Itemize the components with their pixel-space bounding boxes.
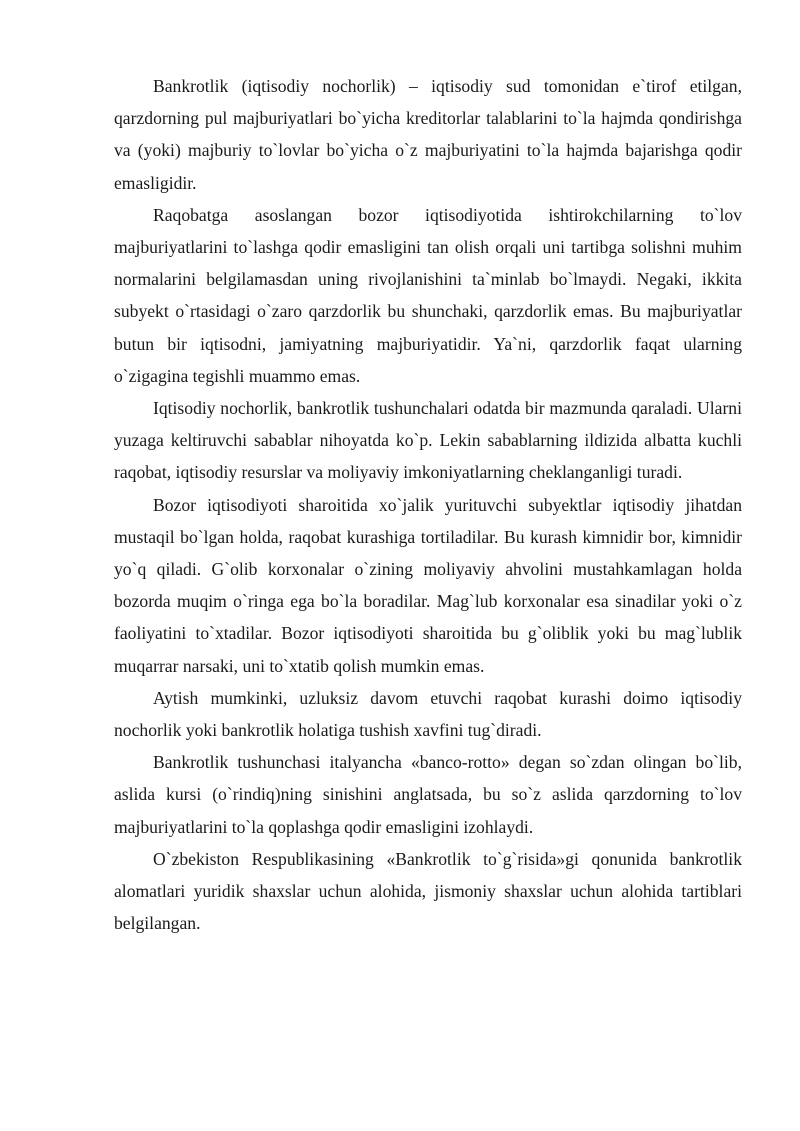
paragraph-bankruptcy-definition: Bankrotlik (iqtisodiy nochorlik) – iqtisodiy sud tomonidan e`tirof etilgan, qarzdorning pul majburiyatlari bo`yicha kreditorlar talablarini to`la hajmda qondirishga va (yoki) majburiy to`lovlar bo`yicha o`z majburiyatini to`la hajmda bajarishga qodir emasligidir. xyxy=(114,76,742,193)
paragraph-uzbek-law: O`zbekiston Respublikasining «Bankrotlik to`g`risida»gi qonunida bankrotlik alomatlari yuridik shaxslar uchun alohida, jismoniy shaxslar uchun alohida tartiblari belgilangan. xyxy=(114,848,742,934)
paragraph-market-economy-obligations: Raqobatga asoslangan bozor iqtisodiyotida ishtirokchilarning to`lov majburiyatlarini to`lashga qodir emasligini tan olish orqali uni tartibga solishni muhim normalarini belgilamasdan uning rivojlanishini ta`minlab bo`lmaydi. Negaki, ikkita subyekt o`rtasidagi o`zaro qarzdorlik bu shunchaki, qarzdorlik emas. Bu majburiyatlar butun bir iqtisodni, jamiyatning majburiyatidir. Ya`ni, qarzdorlik faqat ularning o`zigagina tegishli muammo emas. xyxy=(114,204,742,386)
document-page xyxy=(114,70,742,939)
paragraph-insolvency-causes: Iqtisodiy nochorlik, bankrotlik tushunchalari odatda bir mazmunda qaraladi. Ularni yuzaga keltiruvchi sabablar nihoyatda ko`p. Lekin sabablarning ildizida albatta kuchli raqobat, iqtisodiy resurslar va moliyaviy imkoniyatlarning cheklanganligi turadi. xyxy=(114,398,742,483)
paragraph-competition-struggle: Bozor iqtisodiyoti sharoitida xo`jalik yurituvchi subyektlar iqtisodiy jihatdan mustaqil bo`lgan holda, raqobat kurashiga tortiladilar. Bu kurash kimnidir bor, kimnidir yo`q qiladi. G`olib korxonalar o`zining moliyaviy ahvolini mustahkamlagan holda bozorda muqim o`ringa ega bo`la boradilar. Mag`lub korxonalar esa sinadilar yoki o`z faoliyatini to`xtadilar. Bozor iqtisodiyoti sharoitida bu g`oliblik yoki bu mag`lublik muqarrar narsaki, uni to`xtatib qolish mumkin emas. xyxy=(114,494,742,676)
paragraph-term-origin: Bankrotlik tushunchasi italyancha «banco-rotto» degan so`zdan olingan bo`lib, aslida kursi (o`rindiq)ning sinishini anglatsada, bu so`z aslida qarzdorning to`lov majburiyatlarini to`la qoplashga qodir emasligini izohlaydi. xyxy=(114,752,742,837)
paragraph-bankruptcy-risk: Aytish mumkinki, uzluksiz davom etuvchi raqobat kurashi doimo iqtisodiy nochorlik yoki bankrotlik holatiga tushish xavfini tug`diradi. xyxy=(114,687,742,741)
